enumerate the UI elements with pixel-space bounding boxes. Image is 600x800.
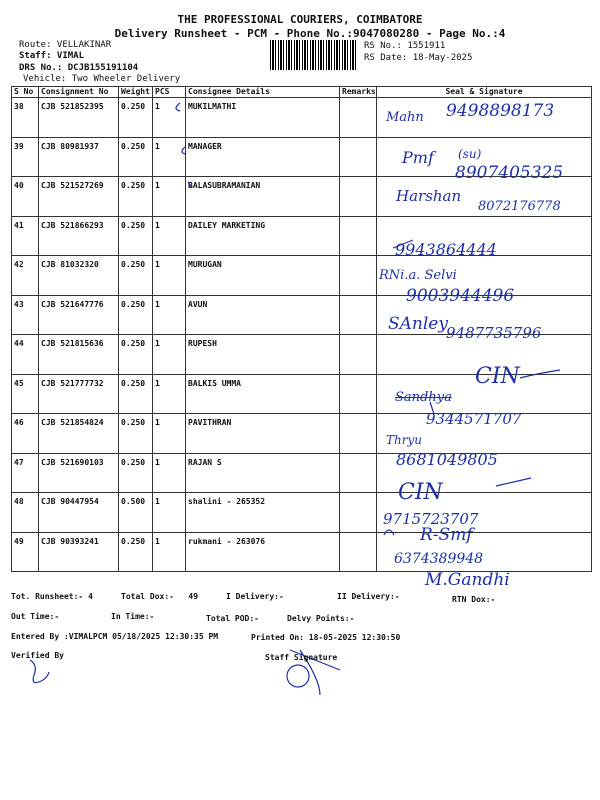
row-pcs: 1 — [153, 177, 186, 217]
ii-delivery: II Delivery:- — [337, 592, 400, 601]
row-weight: 0.250 — [119, 216, 153, 256]
row-pcs: 1 — [153, 414, 186, 454]
col-pcs: PCS — [153, 87, 186, 98]
sig-39-note: (su) — [458, 147, 482, 161]
row-pcs: 1 — [153, 256, 186, 296]
row-consignee: rukmani - 263076 — [186, 532, 340, 572]
row-weight: 0.250 — [119, 335, 153, 375]
row-consignee: MURUGAN — [186, 256, 340, 296]
total-pod: Total POD:- — [206, 614, 259, 623]
runsheet-subtitle: Delivery Runsheet - PCM - Phone No.:9047080280 - Page No.:4 — [114, 27, 506, 40]
row-pcs: 1 — [153, 493, 186, 533]
sig-41-number: 9943864444 — [395, 240, 497, 259]
sig-46-name: Thryu — [386, 433, 422, 447]
sig-40-name: Harshan — [396, 187, 462, 205]
printed-on: Printed On: 18-05-2025 12:30:50 — [251, 633, 401, 642]
route-label: Route: VELLAKINAR — [19, 40, 112, 50]
staff-signature: Staff Signature — [265, 653, 338, 662]
sig-39-number: 8907405325 — [455, 163, 564, 183]
row-pcs: 1 — [153, 137, 186, 177]
sig-48-mark: R-Smf — [420, 525, 473, 545]
sig-40-number: 8072176778 — [478, 199, 561, 214]
row-weight: 0.250 — [119, 374, 153, 414]
row-pcs: 1 — [153, 374, 186, 414]
row-consignment: CJB 81032320 — [39, 256, 119, 296]
row-weight: 0.500 — [119, 493, 153, 533]
row-consignee: RAJAN S — [186, 453, 340, 493]
row-consignment: CJB 521852395 — [39, 98, 119, 138]
row-sno: 44 — [12, 335, 39, 375]
rtn-dox: RTN Dox:- — [452, 595, 496, 604]
row-consignment: CJB 521815636 — [39, 335, 119, 375]
col-weight: Weight — [119, 87, 153, 98]
row-consignment: CJB 90447954 — [39, 493, 119, 533]
vehicle-label: Vehicle: Two Wheeler Delivery — [23, 74, 181, 84]
row-consignee: DAILEY MARKETING — [186, 216, 340, 256]
row-sno: 45 — [12, 374, 39, 414]
row-pcs: 1 — [153, 532, 186, 572]
row-consignment: CJB 521690103 — [39, 453, 119, 493]
row-weight: 0.250 — [119, 295, 153, 335]
total-dox: Total Dox:- 49 — [121, 592, 199, 601]
sig-42-number: 9003944496 — [406, 286, 515, 306]
row-sno: 48 — [12, 493, 39, 533]
row-consignee: AVUN — [186, 295, 340, 335]
row-sno: 41 — [12, 216, 39, 256]
row-consignment: CJB 90393241 — [39, 532, 119, 572]
row-weight: 0.250 — [119, 256, 153, 296]
col-signature: Seal & Signature — [377, 87, 592, 98]
sig-47-cin: CIN — [398, 480, 443, 505]
row-sno: 39 — [12, 137, 39, 177]
sig-45-number: 9344571707 — [426, 410, 522, 428]
row-weight: 0.250 — [119, 137, 153, 177]
company-title: THE PROFESSIONAL COURIERS, COIMBATORE — [177, 13, 423, 26]
sig-49-number: 6374389948 — [394, 551, 484, 567]
i-delivery: I Delivery:- — [226, 592, 284, 601]
row-consignment: CJB 521777732 — [39, 374, 119, 414]
row-weight: 0.250 — [119, 98, 153, 138]
row-consignee: BALASUBRAMANIAN — [186, 177, 340, 217]
row-sno: 42 — [12, 256, 39, 296]
col-remarks: Remarks — [340, 87, 377, 98]
tot-runsheet: Tot. Runsheet:- 4 — [11, 592, 93, 601]
staff-label: Staff: VIMAL — [19, 51, 85, 61]
row-consignee: MUKILMATHI — [186, 98, 340, 138]
entered-by: Entered By :VIMALPCM 05/18/2025 12:30:35 PM — [11, 632, 219, 641]
sig-44-cin: CIN — [475, 364, 520, 389]
row-consignee: PAVITHRAN — [186, 414, 340, 454]
out-time: Out Time:- — [11, 612, 60, 621]
row-weight: 0.250 — [119, 532, 153, 572]
row-sno: 43 — [12, 295, 39, 335]
row-sno: 38 — [12, 98, 39, 138]
row-consignment: CJB 521647776 — [39, 295, 119, 335]
row-pcs: 1 — [153, 98, 186, 138]
sig-43-name: SAnley — [388, 314, 448, 334]
rs-date: RS Date: 18-May-2025 — [364, 53, 473, 63]
row-consignment: CJB 80981937 — [39, 137, 119, 177]
row-sno: 46 — [12, 414, 39, 454]
row-sno: 40 — [12, 177, 39, 217]
in-time: In Time:- — [111, 612, 155, 621]
col-sno: S No — [12, 87, 39, 98]
sig-42-name: RNi.a. Selvi — [379, 268, 457, 283]
row-pcs: 1 — [153, 295, 186, 335]
row-consignee: shalini - 265352 — [186, 493, 340, 533]
row-pcs: 1 — [153, 453, 186, 493]
row-consignment: CJB 521866293 — [39, 216, 119, 256]
verified-by: Verified By — [11, 651, 64, 660]
sig-39-mark: Pmf — [402, 148, 434, 167]
delvy-points: Delvy Points:- — [287, 614, 355, 623]
sig-38-number: 9498898173 — [446, 101, 555, 121]
row-pcs: 1 — [153, 335, 186, 375]
row-consignee: RUPESH — [186, 335, 340, 375]
row-weight: 0.250 — [119, 414, 153, 454]
sig-46-number: 8681049805 — [396, 450, 498, 469]
row-consignment: CJB 521854824 — [39, 414, 119, 454]
col-consignment: Consignment No — [39, 87, 119, 98]
sig-49-mark: M.Gandhi — [425, 570, 510, 590]
sig-45-mark: Sandhya — [395, 390, 452, 405]
sig-43-number: 9487735796 — [446, 324, 542, 342]
sig-48-number: 9715723707 — [383, 510, 479, 528]
row-consignment: CJB 521527269 — [39, 177, 119, 217]
row-sno: 47 — [12, 453, 39, 493]
drs-number: DRS No.: DCJB155191104 — [19, 63, 139, 73]
sig-38-name: Mahn — [386, 110, 424, 125]
col-consignee: Consignee Details — [186, 87, 340, 98]
rs-number: RS No.: 1551911 — [364, 41, 446, 51]
row-pcs: 1 — [153, 216, 186, 256]
row-weight: 0.250 — [119, 177, 153, 217]
row-weight: 0.250 — [119, 453, 153, 493]
row-consignee: BALKIS UMMA — [186, 374, 340, 414]
row-consignee: MANAGER — [186, 137, 340, 177]
row-sno: 49 — [12, 532, 39, 572]
